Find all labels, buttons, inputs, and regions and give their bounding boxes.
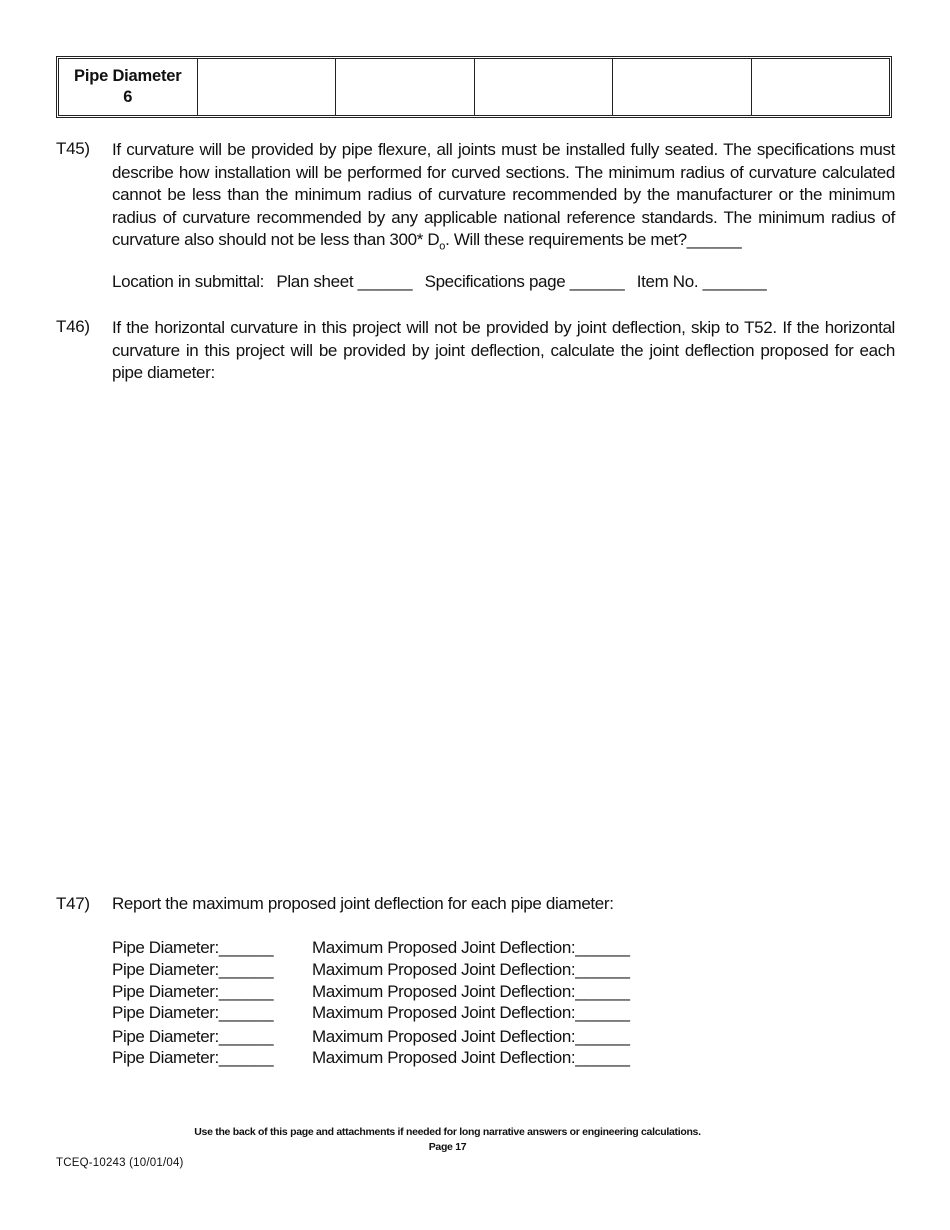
t45-text-main: If curvature will be provided by pipe flexure, all joints must be installed fully seated. The specifications must describe how installation will be performed for curved sections. The minimum radius of curvature calculated cannot be less than the minimum radius of curvature recommended by the manufacturer or the minimum radius of curvature recommended by any applicable national reference standards. The minimum radius of curvature also should not be less than 300* D (112, 140, 895, 249)
location-label: Location in submittal: (112, 272, 264, 291)
pipe-diameter-field[interactable]: Pipe Diameter:______ (112, 1048, 274, 1067)
question-text-t46: If the horizontal curvature in this project will not be provided by joint deflection, skip to T52. If the horizontal curvature in this project will be provided by joint deflection, calculate the joint deflection proposed for each pipe diameter: (112, 318, 895, 382)
table-cell[interactable] (336, 59, 475, 115)
max-joint-deflection-field[interactable]: Maximum Proposed Joint Deflection:______ (312, 938, 630, 957)
specifications-page-field[interactable]: Specifications page ______ (424, 272, 625, 291)
pipe-diameter-table (56, 56, 892, 118)
t45-text-end: . Will these requirements be met?______ (445, 230, 742, 249)
table-header-label: Pipe Diameter (74, 67, 182, 85)
table-header-cell (59, 59, 198, 115)
page-number: Page 17 (428, 1141, 467, 1153)
pipe-diameter-field[interactable]: Pipe Diameter:______ (112, 982, 274, 1001)
question-number-t46: T46) (56, 317, 90, 336)
pipe-diameter-field[interactable]: Pipe Diameter:______ (112, 960, 274, 979)
max-joint-deflection-field[interactable]: Maximum Proposed Joint Deflection:______ (312, 1027, 630, 1046)
pipe-diameter-field[interactable]: Pipe Diameter:______ (112, 1027, 274, 1046)
footer-note: Use the back of this page and attachments if needed for long narrative answers or engineering calculations. (194, 1126, 701, 1138)
question-text-t47: Report the maximum proposed joint deflection for each pipe diameter: (112, 894, 614, 913)
max-joint-deflection-field[interactable]: Maximum Proposed Joint Deflection:______ (312, 960, 630, 979)
question-number-t47: T47) (56, 894, 90, 913)
pipe-diameter-field[interactable]: Pipe Diameter:______ (112, 1003, 274, 1022)
question-number-t45: T45) (56, 139, 90, 158)
max-joint-deflection-field[interactable]: Maximum Proposed Joint Deflection:______ (312, 1003, 630, 1022)
form-id: TCEQ-10243 (10/01/04) (56, 1157, 184, 1169)
item-number-field[interactable]: Item No. _______ (636, 272, 767, 291)
plan-sheet-field[interactable]: Plan sheet ______ (276, 272, 413, 291)
table-cell[interactable] (475, 59, 614, 115)
max-joint-deflection-field[interactable]: Maximum Proposed Joint Deflection:______ (312, 982, 630, 1001)
location-in-submittal-t45 (112, 272, 766, 292)
max-joint-deflection-field[interactable]: Maximum Proposed Joint Deflection:______ (312, 1048, 630, 1067)
table-cell[interactable] (198, 59, 337, 115)
table-header-number: 6 (123, 88, 133, 106)
question-text-t45 (112, 139, 895, 258)
pipe-diameter-field[interactable]: Pipe Diameter:______ (112, 938, 274, 957)
table-cell[interactable] (613, 59, 752, 115)
table-cell[interactable] (752, 59, 890, 115)
t45-subscript: o (439, 240, 446, 253)
